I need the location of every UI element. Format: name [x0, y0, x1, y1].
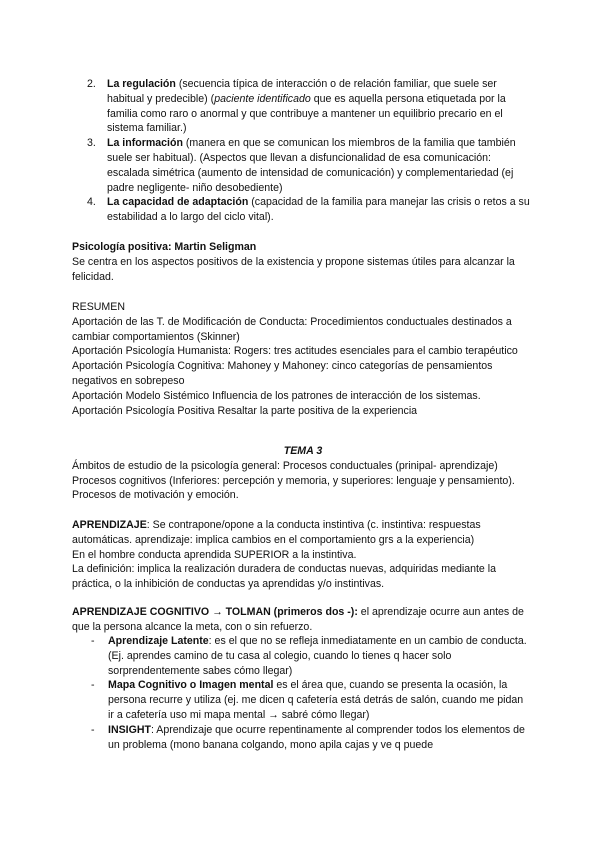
section-psicologia-positiva — [72, 240, 534, 284]
text: el aprendizaje ocurre aun antes de que la persona alcance la meta, con o sin refuerzo. — [72, 606, 524, 633]
text: (capacidad de la familia para manejar las crisis o retos a su estabilidad a lo largo del ciclo vital). — [107, 196, 530, 224]
heading-aprendizaje: APRENDIZAJE — [72, 519, 147, 531]
resumen-line: Aportación Psicología Humanista: Rogers: tres actitudes esenciales para el cambio terapéutico — [72, 345, 518, 358]
list-item-mapa-cognitivo — [91, 678, 531, 722]
term-adaptacion: La capacidad de adaptación — [107, 196, 249, 209]
list-number: 3. — [87, 137, 96, 150]
bullet-dash: - — [91, 723, 95, 736]
resumen-line: Aportación Modelo Sistémico Influencia de los patrones de interacción de los sistemas. — [72, 389, 481, 402]
section-tema-3 — [72, 444, 534, 503]
bullet-dash: - — [91, 635, 95, 647]
term-mapa-cognitivo: Mapa Cognitivo o Imagen mental — [108, 679, 274, 692]
resumen-line: Aportación de las T. de Modificación de Conducta: Procedimientos conductuales destinados a cambiar comportamientos (Skinner) — [72, 315, 512, 343]
heading-tema-3: TEMA 3 — [283, 445, 323, 457]
heading-psicologia-positiva: Psicología positiva: Martin Seligman — [72, 241, 257, 253]
section-aprendizaje — [72, 518, 534, 592]
section-aprendizaje-cognitivo — [72, 605, 534, 635]
list-item-insight — [91, 723, 531, 753]
term-insight: INSIGHT — [108, 723, 151, 736]
cognitivo-list — [91, 634, 531, 752]
heading-aprendizaje-cognitivo: APRENDIZAJE COGNITIVO → TOLMAN (primeros dos -): — [72, 606, 358, 618]
bullet-dash: - — [91, 679, 95, 692]
term-informacion: La información — [107, 137, 183, 150]
text: (manera en que se comunican los miembros de la familia que también suele ser habitual). (Aspectos que llevan a disfuncionalidad de esa comunicación: escalada simétrica (aumento de intensidad de comunicación) y complementariedad (ej padre negligente- niño desobediente) — [107, 137, 516, 194]
list-item-regulacion — [87, 77, 535, 136]
text: (secuencia típica de interacción o de relación familiar, que suele ser habitual y predecible) ( — [107, 78, 497, 105]
list-number: 4. — [87, 196, 96, 209]
resumen-line: Aportación Psicología Positiva Resaltar la parte positiva de la experiencia — [72, 404, 418, 417]
term-paciente-identificado: paciente identificado — [214, 92, 311, 105]
list-item-informacion — [87, 136, 535, 195]
paragraph: La definición: implica la realización duradera de conductas nuevas, adquiridas mediante la práctica, o la inhibición de conductas ya aprendidas y/o instintivas. — [72, 563, 497, 591]
numbered-list — [87, 77, 535, 225]
paragraph: Ámbitos de estudio de la psicología general: Procesos conductuales (prinipal- aprendizaje) — [72, 459, 498, 472]
resumen-line: Aportación Psicología Cognitiva: Mahoney y Mahoney: cinco categorías de pensamientos negativos en sobrepeso — [72, 360, 493, 387]
section-resumen — [72, 300, 534, 418]
paragraph: Procesos cognitivos (Inferiores: percepción y memoria, y superiores: lenguaje y pensamiento). Procesos de motivación y emoción. — [72, 474, 515, 502]
list-item-latente — [91, 634, 531, 678]
list-item-adaptacion — [87, 195, 535, 225]
text: es el área que, cuando se presenta la ocasión, la persona recurre y utiliza (ej. me dicen q cafetería está detrás de salón, cuando me pidan ir a cafetería uso mi mapa mental → sabré cómo llegar) — [108, 679, 524, 721]
text: : Se contrapone/opone a la conducta instintiva (c. instintiva: respuestas automáticas. aprendizaje: implica cambios en el comportamiento grs a la experiencia) — [72, 519, 481, 546]
term-aprendizaje-latente: Aprendizaje Latente — [108, 635, 209, 647]
text: : es el que no se refleja inmediatamente en un cambio de conducta. (Ej. aprendes camino de tu casa al colegio, cuando lo tienes q hacer solo sorprendentemente sabes cómo llegar) — [108, 635, 527, 677]
text: que es aquella persona etiquetada por la familia como raro o anormal y que contribuye a mantener un equilibrio precario en el sistema familiar.) — [107, 92, 506, 135]
paragraph: Se centra en los aspectos positivos de la existencia y propone sistemas útiles para alcanzar la felicidad. — [72, 255, 515, 283]
term-regulacion: La regulación — [107, 78, 176, 90]
heading-resumen: RESUMEN — [72, 301, 125, 313]
list-number: 2. — [87, 78, 96, 90]
text: : Aprendizaje que ocurre repentinamente al comprender todos los elementos de un problema (mono banana colgando, mono apila cajas y ve q puede — [108, 723, 525, 751]
paragraph: En el hombre conducta aprendida SUPERIOR a la instintiva. — [72, 548, 357, 561]
